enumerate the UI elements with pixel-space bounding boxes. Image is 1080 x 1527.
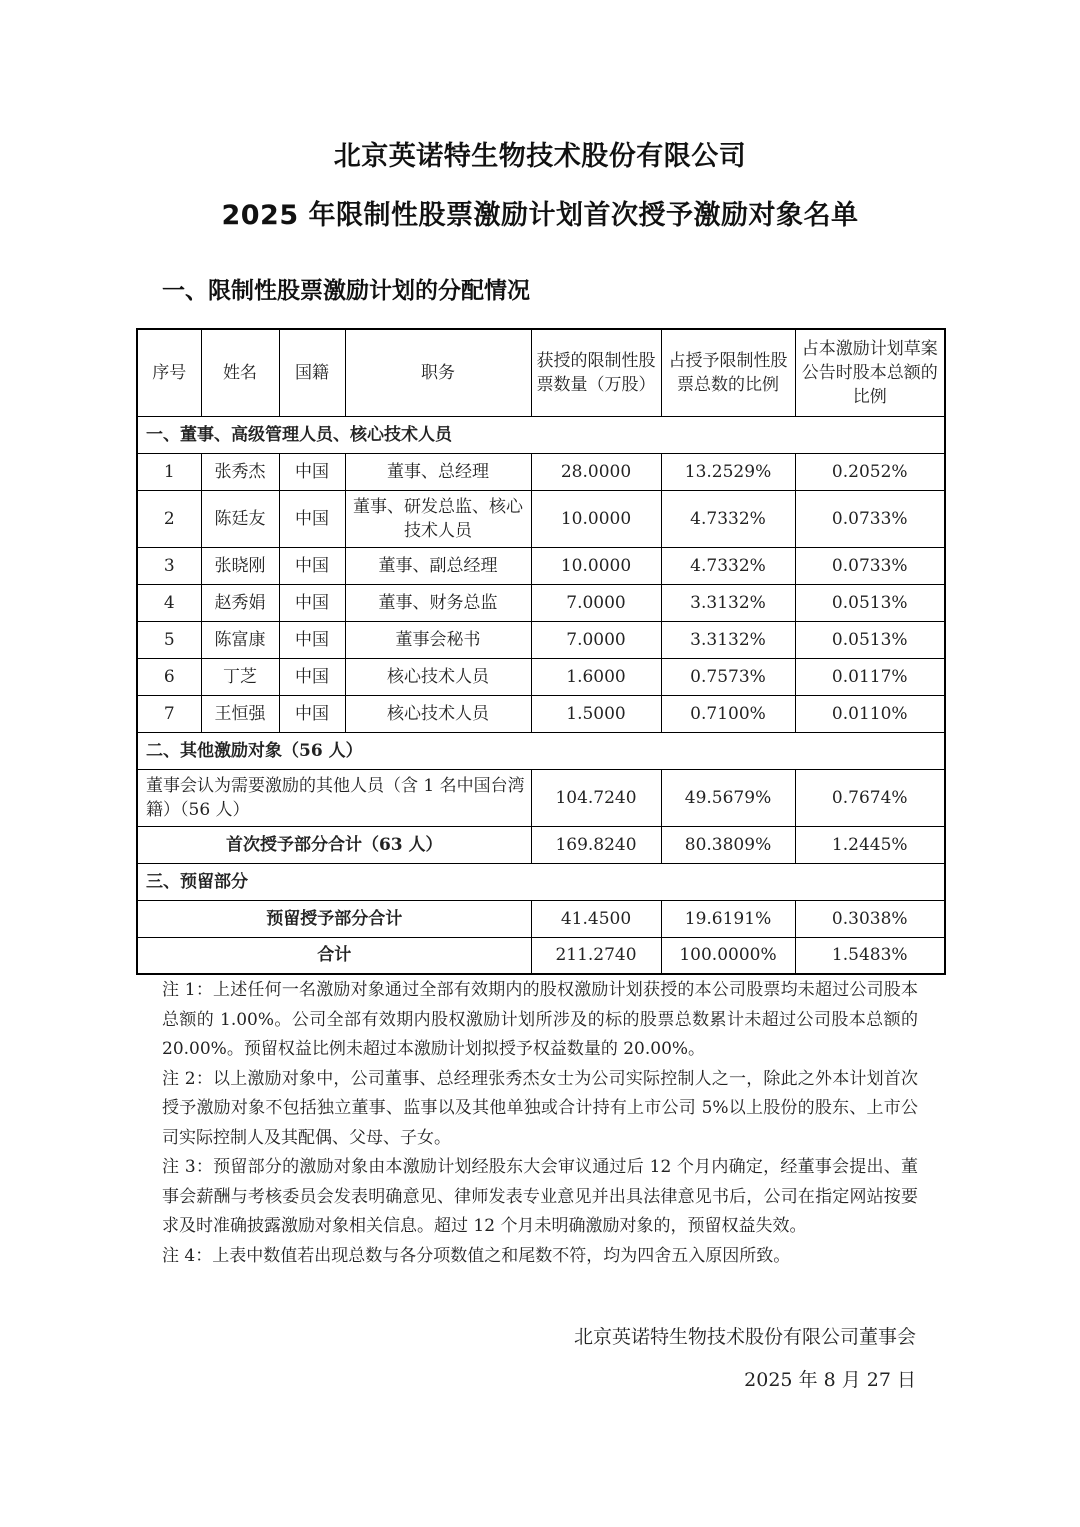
signature-date: 2025 年 8 月 27 日	[744, 1369, 916, 1391]
row-position: 董事、研发总监、核心技术人员	[345, 490, 531, 547]
section-row-executives	[137, 416, 945, 453]
row-pct-capital: 0.0117%	[795, 658, 945, 695]
row-nationality: 中国	[279, 621, 345, 658]
row-seq: 1	[137, 453, 201, 490]
table-header-row	[137, 329, 945, 416]
row-seq: 4	[137, 584, 201, 621]
row-name: 张晓刚	[201, 547, 279, 584]
grand-total-shares: 211.2740	[531, 937, 661, 974]
row-position: 董事、副总经理	[345, 547, 531, 584]
row-pct-grant: 13.2529%	[661, 453, 795, 490]
row-name: 赵秀娟	[201, 584, 279, 621]
row-pct-grant: 0.7100%	[661, 695, 795, 732]
row-pct-capital: 0.0513%	[795, 584, 945, 621]
row-seq: 3	[137, 547, 201, 584]
header-seq: 序号	[137, 329, 201, 416]
grand-total-row	[137, 937, 945, 974]
row-pct-capital: 0.0733%	[795, 490, 945, 547]
row-shares: 28.0000	[531, 453, 661, 490]
row-position: 董事、总经理	[345, 453, 531, 490]
table-row	[137, 658, 945, 695]
row-nationality: 中国	[279, 658, 345, 695]
signature-organization: 北京英诺特生物技术股份有限公司董事会	[573, 1326, 916, 1348]
row-pct-grant: 4.7332%	[661, 547, 795, 584]
document-title: 北京英诺特生物技术股份有限公司	[333, 141, 747, 172]
table-row	[137, 621, 945, 658]
row-shares: 1.6000	[531, 658, 661, 695]
grand-total-pct-grant: 100.0000%	[661, 937, 795, 974]
note-3: 注 3：预留部分的激励对象由本激励计划经股东大会审议通过后 12 个月内确定，经董事会提出、董事会薪酬与考核委员会发表明确意见、律师发表专业意见并出具法律意见书后，公司在指定网站按要求及时准确披露激励对象相关信息。超过 12 个月未明确激励对象的，预留权益失效。	[162, 1157, 918, 1236]
row-pct-capital: 0.0513%	[795, 621, 945, 658]
section-row-reserved	[137, 863, 945, 900]
header-pct-capital: 占本激励计划草案公告时股本总额的比例	[795, 329, 945, 416]
header-pct-grant: 占授予限制性股票总数的比例	[661, 329, 795, 416]
row-nationality: 中国	[279, 453, 345, 490]
section-row-others	[137, 732, 945, 769]
others-pct-capital: 0.7674%	[795, 769, 945, 826]
table-row	[137, 453, 945, 490]
row-seq: 6	[137, 658, 201, 695]
row-nationality: 中国	[279, 695, 345, 732]
row-position: 董事会秘书	[345, 621, 531, 658]
allocation-table	[136, 328, 946, 975]
reserved-total-label: 预留授予部分合计	[137, 900, 531, 937]
others-row	[137, 769, 945, 826]
header-position: 职务	[345, 329, 531, 416]
header-nationality: 国籍	[279, 329, 345, 416]
row-shares: 1.5000	[531, 695, 661, 732]
section-heading: 一、限制性股票激励计划的分配情况	[162, 278, 530, 304]
row-nationality: 中国	[279, 547, 345, 584]
row-pct-grant: 3.3132%	[661, 584, 795, 621]
row-pct-grant: 0.7573%	[661, 658, 795, 695]
reserved-total-row	[137, 900, 945, 937]
first-grant-total-row	[137, 826, 945, 863]
reserved-total-pct-grant: 19.6191%	[661, 900, 795, 937]
row-shares: 7.0000	[531, 621, 661, 658]
row-pct-capital: 0.2052%	[795, 453, 945, 490]
row-position: 董事、财务总监	[345, 584, 531, 621]
note-4: 注 4：上表中数值若出现总数与各分项数值之和尾数不符，均为四舍五入原因所致。	[162, 1245, 791, 1266]
row-seq: 5	[137, 621, 201, 658]
row-pct-capital: 0.0110%	[795, 695, 945, 732]
reserved-total-shares: 41.4500	[531, 900, 661, 937]
note-1: 注 1：上述任何一名激励对象通过全部有效期内的股权激励计划获授的本公司股票均未超过公司股本总额的 1.00%。公司全部有效期内股权激励计划所涉及的标的股票总数累计未超过公司股本总额的 20.00%。预留权益比例未超过本激励计划拟授予权益数量的 20.00%。	[162, 980, 918, 1059]
header-shares: 获授的限制性股票数量（万股）	[531, 329, 661, 416]
others-pct-grant: 49.5679%	[661, 769, 795, 826]
table-row	[137, 695, 945, 732]
row-seq: 7	[137, 695, 201, 732]
row-pct-capital: 0.0733%	[795, 547, 945, 584]
first-grant-total-label: 首次授予部分合计（63 人）	[137, 826, 531, 863]
table-row	[137, 490, 945, 547]
table-row	[137, 547, 945, 584]
row-position: 核心技术人员	[345, 695, 531, 732]
grand-total-pct-capital: 1.5483%	[795, 937, 945, 974]
row-pct-grant: 4.7332%	[661, 490, 795, 547]
grand-total-label: 合计	[137, 937, 531, 974]
section-label: 二、其他激励对象（56 人）	[137, 732, 945, 769]
table-row	[137, 584, 945, 621]
section-label: 一、董事、高级管理人员、核心技术人员	[137, 416, 945, 453]
row-name: 王恒强	[201, 695, 279, 732]
row-name: 丁芝	[201, 658, 279, 695]
first-grant-total-shares: 169.8240	[531, 826, 661, 863]
row-shares: 10.0000	[531, 547, 661, 584]
row-shares: 7.0000	[531, 584, 661, 621]
row-name: 陈富康	[201, 621, 279, 658]
document-subtitle: 2025 年限制性股票激励计划首次授予激励对象名单	[221, 200, 859, 231]
notes-section	[162, 976, 918, 1271]
reserved-total-pct-capital: 0.3038%	[795, 900, 945, 937]
row-nationality: 中国	[279, 490, 345, 547]
section-label: 三、预留部分	[137, 863, 945, 900]
row-nationality: 中国	[279, 584, 345, 621]
first-grant-total-pct-grant: 80.3809%	[661, 826, 795, 863]
row-name: 陈廷友	[201, 490, 279, 547]
header-name: 姓名	[201, 329, 279, 416]
row-seq: 2	[137, 490, 201, 547]
first-grant-total-pct-capital: 1.2445%	[795, 826, 945, 863]
others-label: 董事会认为需要激励的其他人员（含 1 名中国台湾籍）（56 人）	[137, 769, 531, 826]
row-pct-grant: 3.3132%	[661, 621, 795, 658]
row-shares: 10.0000	[531, 490, 661, 547]
note-2: 注 2：以上激励对象中，公司董事、总经理张秀杰女士为公司实际控制人之一，除此之外本计划首次授予激励对象不包括独立董事、监事以及其他单独或合计持有上市公司 5%以上股份的股东、上市公司实际控制人及其配偶、父母、子女。	[162, 1068, 918, 1148]
row-name: 张秀杰	[201, 453, 279, 490]
row-position: 核心技术人员	[345, 658, 531, 695]
others-shares: 104.7240	[531, 769, 661, 826]
